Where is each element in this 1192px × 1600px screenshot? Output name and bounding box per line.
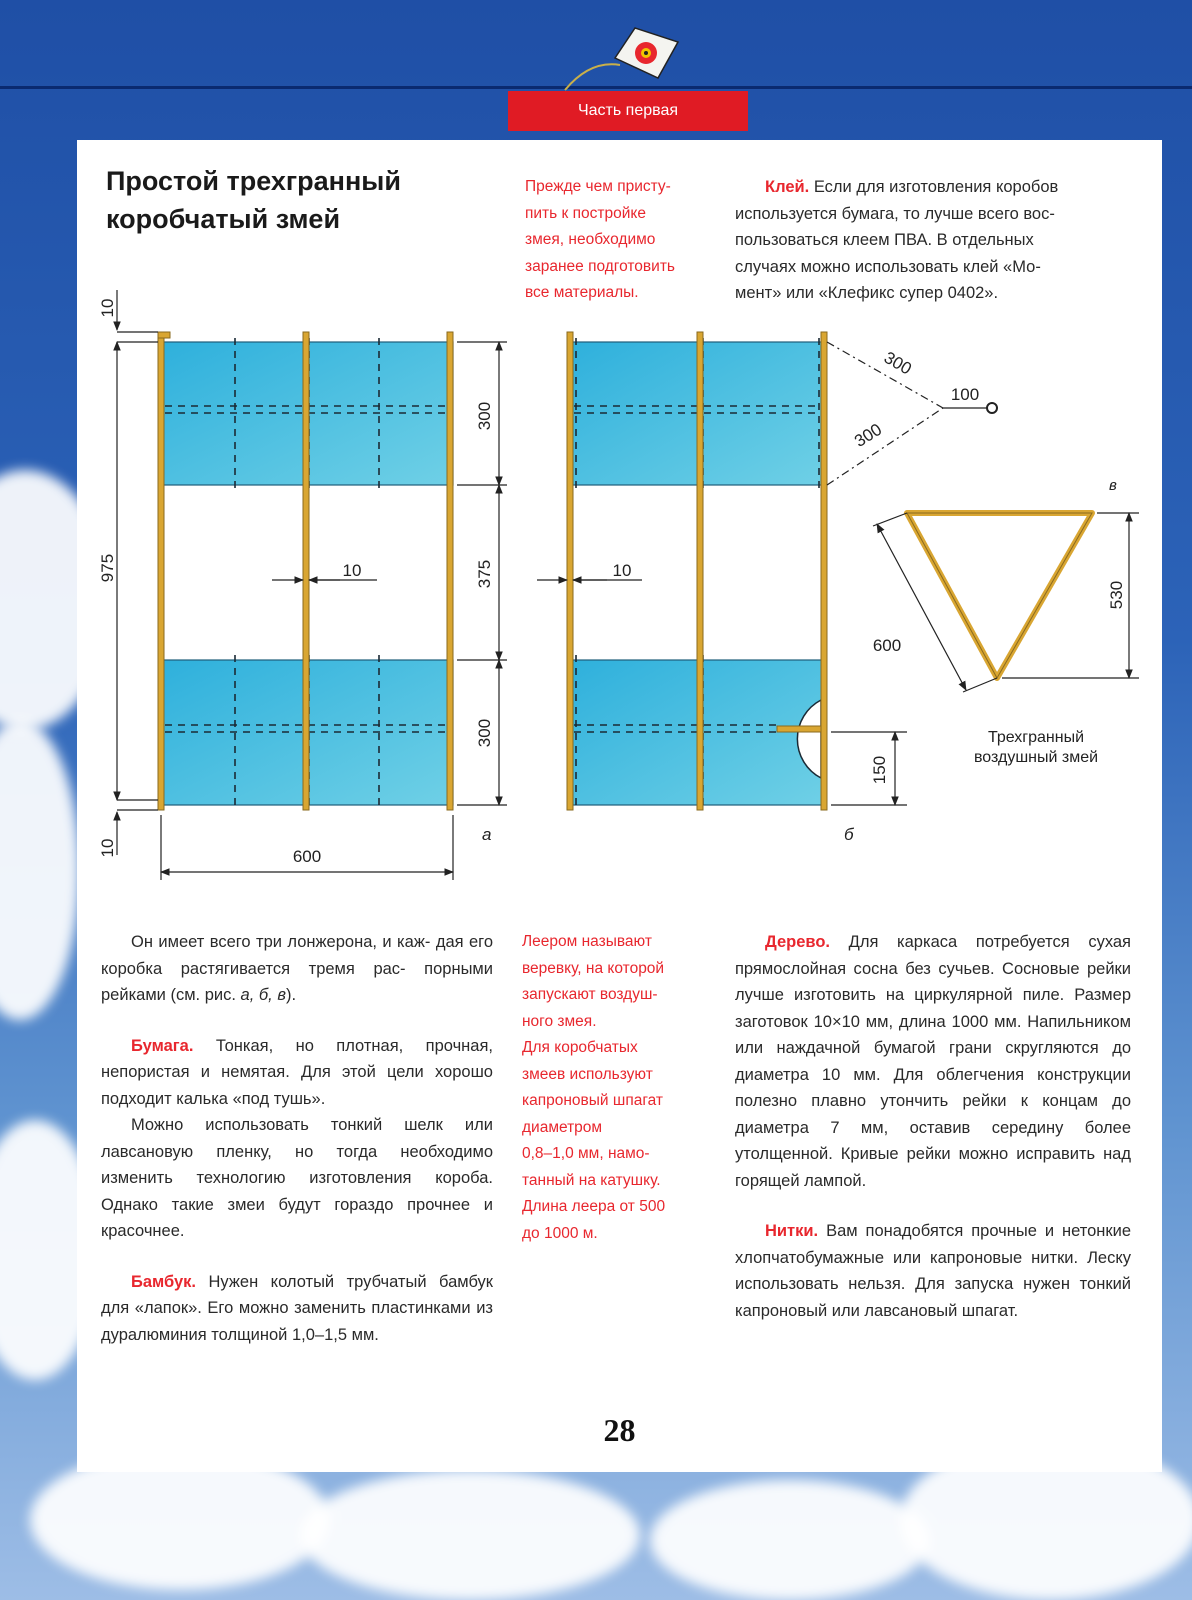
wood-paragraph: Дерево. Для каркаса потребуется сухая прямослойная сосна без сучьев. Сосновые рейки лучше изготовить на циркулярной пиле. Размер заготовок 10×10 мм, длина 1000 мм. Напильником или наждачной бумагой грани скругляются до диаметра 10 мм. Для облегчения конструкции полезно плавно утончить рейки к концам до диаметра 7 мм, оставив середину более утолщенной. Кривые рейки можно исправить над горящей лампой. [735, 933, 1131, 1190]
svg-text:600: 600 [872, 636, 902, 655]
figure-v [873, 477, 1139, 766]
figure-b [537, 332, 997, 844]
page-title: Простой трехгранный коробчатый змей [106, 166, 401, 234]
kite-diagram [77, 280, 1162, 920]
note-mid: Леером называют веревку, на которой запускают воздуш- ного змея. Для коробчатых змеев используют капроновый шпагат диаметром 0,8–1,0 мм, намо- танный на катушку. Длина леера от 500 до 1000 м. [522, 933, 666, 1242]
intro-paragraph: Он имеет всего три лонжерона, и каж- дая его коробка растягивается тремя рас- порными рейками (см. рис. а, б, в). [101, 933, 493, 1004]
svg-text:300: 300 [475, 718, 494, 748]
svg-text:530: 530 [1107, 580, 1126, 610]
svg-text:100: 100 [950, 385, 980, 404]
svg-text:а: а [482, 825, 492, 844]
threads-paragraph: Нитки. Вам понадобятся прочные и нетонкие хлопчатобумажные или капроновые нитки. Леску использовать нельзя. Для запуска нужен тонкий капроновый или лавсановый шпагат. [735, 1222, 1131, 1320]
paper-paragraph: Бумага. Тонкая, но плотная, прочная, непористая и немятая. Для этой цели хорошо подходит калька «под тушь». [101, 1036, 493, 1108]
svg-text:150: 150 [870, 755, 889, 785]
svg-text:10: 10 [98, 298, 117, 318]
right-column [735, 929, 1131, 1324]
kite-illustration [560, 20, 690, 95]
note-top: Прежде чем присту- пить к постройке змея, необходимо заранее подготовить все материалы. [525, 178, 675, 301]
svg-text:375: 375 [475, 559, 494, 589]
svg-text:воздушный змей: воздушный змей [973, 749, 1099, 766]
svg-text:Трехгранный: Трехгранный [987, 729, 1085, 746]
svg-text:10: 10 [342, 561, 362, 580]
page-content [77, 140, 1162, 1472]
svg-text:300: 300 [475, 401, 494, 431]
svg-text:600: 600 [292, 847, 322, 866]
page-number: 28 [603, 1412, 636, 1448]
svg-text:975: 975 [98, 553, 117, 583]
svg-text:в: в [1109, 477, 1117, 494]
glue-paragraph: Клей. Если для изготовления коробов используется бумага, то лучше всего вос- пользоваться клеем ПВА. В отдельных случаях можно использовать клей «Мо- мент» или «Клефикс супер 0402». [735, 178, 1059, 302]
left-column [101, 929, 493, 1348]
paper-paragraph-2: Можно использовать тонкий шелк или лавсановую пленку, но тогда необходимо изменить технологию изготовления короба. Однако такие змеи будут гораздо прочнее и красочнее. [101, 1116, 493, 1240]
svg-text:10: 10 [612, 561, 632, 580]
figure-a [98, 290, 507, 880]
svg-text:б: б [844, 825, 854, 844]
svg-text:10: 10 [98, 838, 117, 858]
svg-text:300: 300 [880, 347, 915, 379]
bamboo-paragraph: Бамбук. Нужен колотый трубчатый бамбук для «лапок». Его можно заменить пластинками из дуралюминия толщиной 1,0–1,5 мм. [101, 1272, 493, 1344]
section-banner: Часть первая [508, 91, 748, 131]
svg-text:300: 300 [851, 419, 886, 451]
